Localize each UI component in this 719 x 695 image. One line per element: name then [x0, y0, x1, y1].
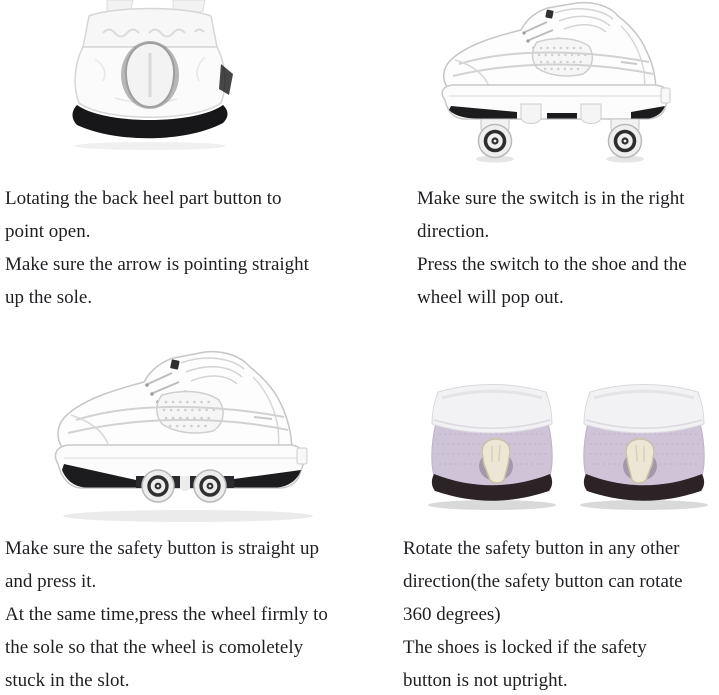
caption-line: stuck in the slot.	[5, 670, 130, 691]
caption-line: the sole so that the wheel is comoletely	[5, 637, 304, 658]
caption-line: Press the switch to the shoe and the	[417, 254, 687, 275]
caption-line: and press it.	[5, 571, 97, 592]
step-3-caption	[5, 532, 328, 695]
caption-line: Lotating the back heel part button to	[5, 188, 282, 209]
step-4-caption	[403, 532, 683, 695]
caption-line: Make sure the safety button is straight up	[5, 538, 319, 559]
caption-line: direction.	[417, 221, 490, 242]
caption-line: At the same time,press the wheel firmly to	[5, 604, 328, 625]
caption-line: Make sure the switch is in the right	[417, 188, 685, 209]
caption-line: Rotate the safety button in any other	[403, 538, 680, 559]
front-wheel	[476, 125, 514, 163]
caption-line: point open.	[5, 221, 91, 242]
heel-button-open-illustration	[55, 0, 245, 152]
tucked-rear-wheel	[194, 470, 226, 502]
tucked-front-wheel	[142, 470, 174, 502]
heel-button-open-photo	[55, 0, 245, 152]
skate-wheels-out-illustration	[425, 0, 680, 165]
caption-line: 360 degrees)	[403, 604, 501, 625]
step-2-caption	[417, 182, 687, 314]
caption-line: up the sole.	[5, 287, 93, 308]
skate-wheels-pressed-illustration	[38, 348, 323, 526]
step-1-caption	[5, 182, 309, 314]
rear-wheel	[606, 125, 644, 163]
caption-line: The shoes is locked if the safety	[403, 637, 647, 658]
caption-line: wheel will pop out.	[417, 287, 564, 308]
locked-heels-photo	[420, 378, 718, 514]
caption-line: Make sure the arrow is pointing straight	[5, 254, 309, 275]
caption-line: button is not uptright.	[403, 670, 568, 691]
skate-wheels-out-photo	[425, 0, 680, 165]
locked-heels-illustration	[420, 378, 718, 514]
caption-line: direction(the safety button can rotate	[403, 571, 683, 592]
skate-wheels-pressed-photo	[38, 348, 323, 526]
